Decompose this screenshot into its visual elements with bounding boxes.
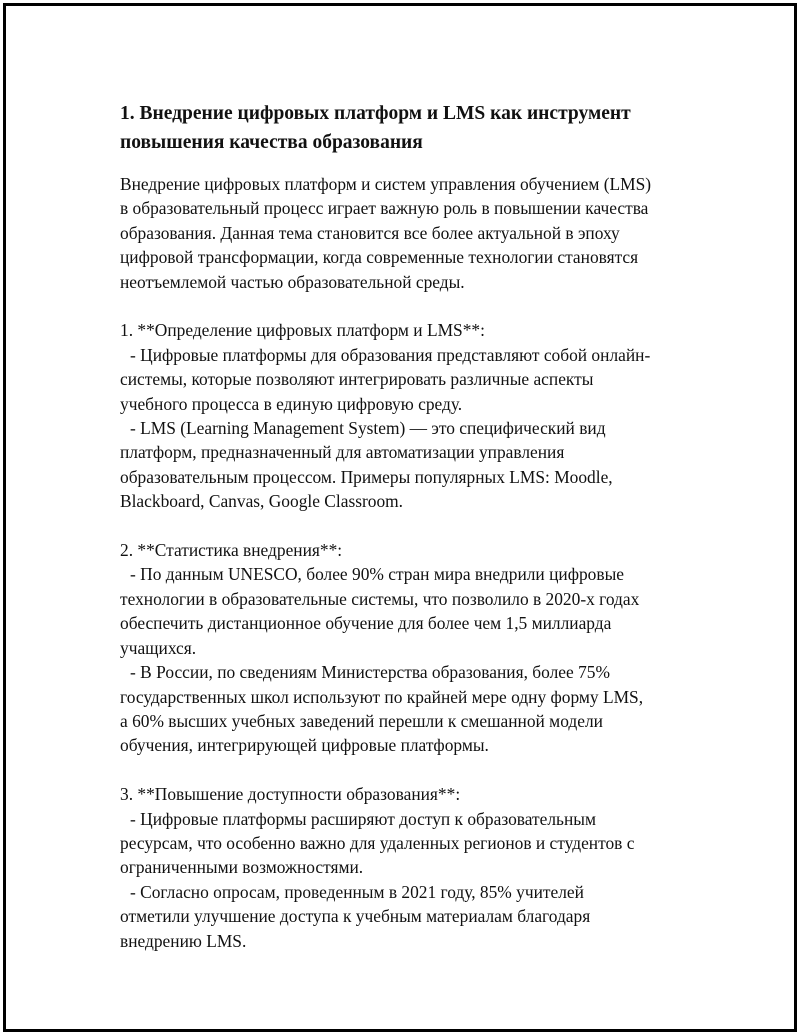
bullet-text: - Согласно опросам, проведенным в 2021 году, 85% учителей отметили улучшение доступа к учебным материалам благодаря внедрению LMS. bbox=[120, 881, 591, 951]
section-title: 1. **Определение цифровых платформ и LMS**: bbox=[120, 320, 485, 341]
list-item bbox=[120, 562, 700, 660]
list-item bbox=[120, 807, 700, 880]
bullet-text: - В России, по сведениям Министерства образования, более 75% государственных школ используют по крайней мере одну форму LMS, а 60% высших учебных заведений перешли к смешанной модели обучения, интегрирующей цифровые платформы. bbox=[120, 662, 644, 756]
list-item bbox=[120, 416, 700, 514]
bullet-text: - LMS (Learning Management System) — это специфический вид платформ, предназначенный для автоматизации управления образовательным процессом. Примеры популярных LMS: Moodle, Blackboard, Canvas, Google Classroom. bbox=[120, 418, 613, 512]
list-item bbox=[120, 343, 700, 416]
list-item bbox=[120, 660, 700, 758]
bullet-text: - Цифровые платформы для образования представляют собой онлайн- системы, которые позволяют интегрировать различные аспекты учебного процесса в единую цифровую среду. bbox=[120, 344, 651, 414]
bullet-text: - Цифровые платформы расширяют доступ к образовательным ресурсам, что особенно важно для удаленных регионов и студентов с ограниченными возможностями. bbox=[120, 808, 635, 878]
intro-paragraph: Внедрение цифровых платформ и систем управления обучением (LMS) в образовательный процесс играет важную роль в повышении качества образования. Данная тема становится все более актуальной в эпоху цифровой трансформации, когда современные технологии становятся неотъемлемой частью образовательной среды. bbox=[120, 174, 652, 292]
section-definition bbox=[120, 318, 700, 513]
page-frame bbox=[3, 3, 797, 1032]
section-title: 2. **Статистика внедрения**: bbox=[120, 540, 343, 561]
list-item bbox=[120, 880, 700, 953]
document-body bbox=[120, 99, 700, 953]
bullet-text: - По данным UNESCO, более 90% стран мира внедрили цифровые технологии в образовательные системы, что позволило в 2020-х годах обеспечить дистанционное обучение для более чем 1,5 миллиарда учащихся. bbox=[120, 564, 640, 658]
section-accessibility bbox=[120, 782, 700, 953]
section-statistics bbox=[120, 538, 700, 758]
document-title: 1. Внедрение цифровых платформ и LMS как инструмент повышения качества образования bbox=[120, 103, 631, 153]
section-title: 3. **Повышение доступности образования**: bbox=[120, 784, 461, 805]
